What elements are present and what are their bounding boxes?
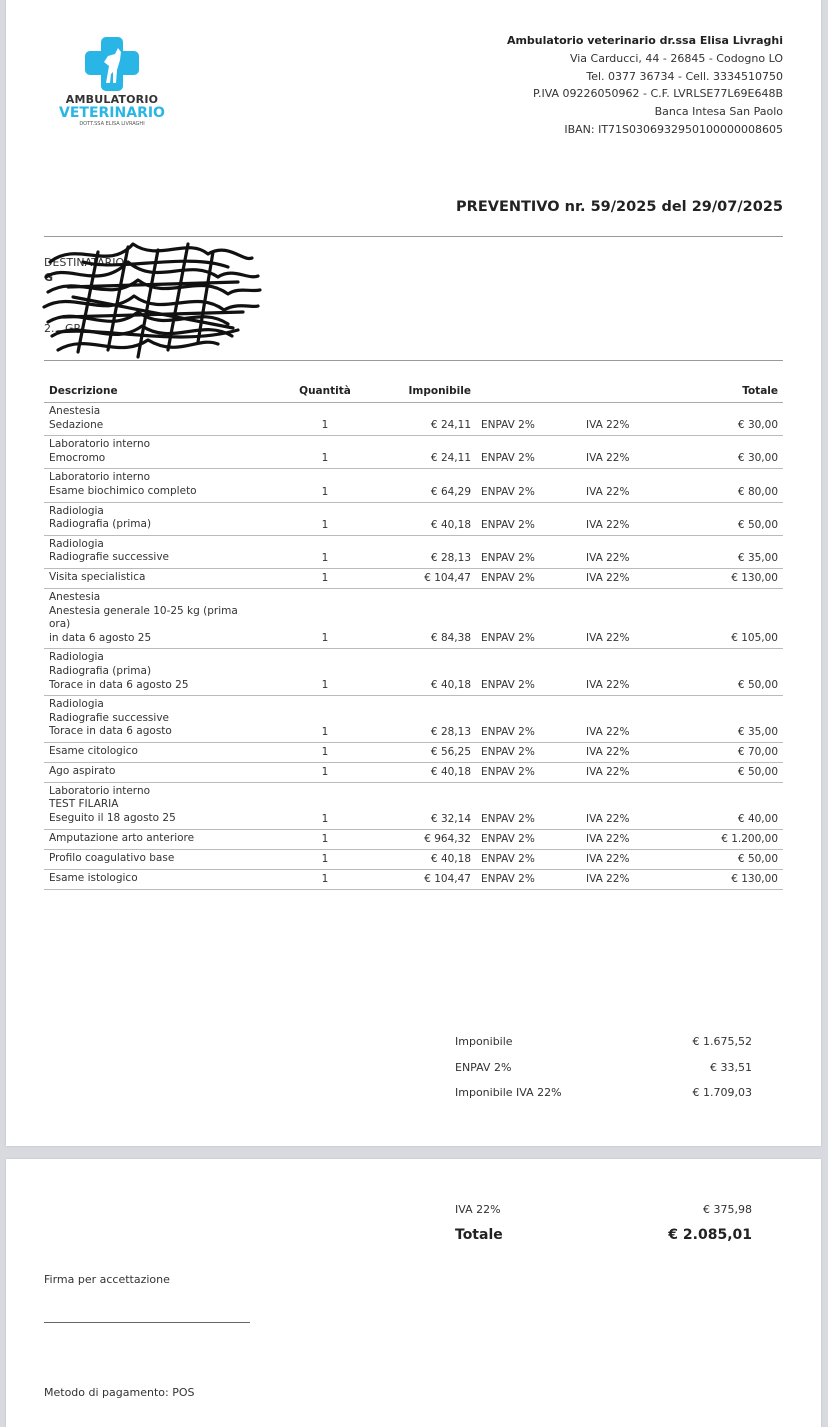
- cell-taxable: € 24,11: [367, 436, 476, 469]
- cell-enpav: ENPAV 2%: [476, 849, 581, 869]
- cell-total: € 50,00: [656, 849, 783, 869]
- cell-enpav: ENPAV 2%: [476, 742, 581, 762]
- description-line: Esame citologico: [49, 745, 138, 758]
- cell-quantity: 1: [283, 742, 367, 762]
- cell-iva: IVA 22%: [581, 849, 656, 869]
- summary-row-iva: [455, 1197, 752, 1223]
- table-row: [44, 403, 783, 436]
- cell-description: [44, 782, 283, 829]
- summary-value: € 1.709,03: [692, 1086, 752, 1099]
- cell-taxable: € 32,14: [367, 782, 476, 829]
- cell-total: € 30,00: [656, 436, 783, 469]
- cell-enpav: ENPAV 2%: [476, 782, 581, 829]
- description-line: Amputazione arto anteriore: [49, 832, 195, 845]
- description-line: Laboratorio interno: [49, 471, 151, 484]
- clinic-info: [507, 32, 783, 139]
- summary-row: [455, 1080, 752, 1106]
- cell-total: € 1.200,00: [656, 829, 783, 849]
- description-line: Esame istologico: [49, 872, 138, 885]
- cell-taxable: € 104,47: [367, 869, 476, 889]
- cell-description: [44, 469, 283, 502]
- description-line: Radiologia: [49, 698, 104, 711]
- cell-taxable: € 40,18: [367, 762, 476, 782]
- table-row: [44, 782, 783, 829]
- cell-taxable: € 40,18: [367, 502, 476, 535]
- signature-line[interactable]: [44, 1322, 250, 1323]
- description-line: Anestesia generale 10-25 kg (prima: [49, 604, 238, 617]
- cell-iva: IVA 22%: [581, 829, 656, 849]
- clinic-phone: Tel. 0377 36734 - Cell. 3334510750: [586, 69, 783, 83]
- cell-taxable: € 56,25: [367, 742, 476, 762]
- payment-method: Metodo di pagamento: POS: [44, 1386, 195, 1399]
- cell-taxable: € 28,13: [367, 535, 476, 568]
- header-enpav: [476, 381, 581, 403]
- cell-taxable: € 28,13: [367, 696, 476, 743]
- cell-iva: IVA 22%: [581, 869, 656, 889]
- cell-enpav: ENPAV 2%: [476, 829, 581, 849]
- description-line: Anestesia: [49, 405, 101, 417]
- summary-page-2: [455, 1197, 752, 1248]
- table-row: [44, 696, 783, 743]
- cell-enpav: ENPAV 2%: [476, 568, 581, 588]
- summary-label: Imponibile: [455, 1035, 513, 1048]
- description-line: Laboratorio interno: [49, 784, 151, 797]
- table-row: [44, 829, 783, 849]
- description-line: in data 6 agosto 25: [49, 631, 152, 644]
- cell-quantity: 1: [283, 535, 367, 568]
- document-page-2: [6, 1159, 821, 1427]
- cell-description: [44, 829, 283, 849]
- signature-label: Firma per accettazione: [44, 1273, 170, 1286]
- summary-iva-value: € 375,98: [703, 1203, 752, 1216]
- description-line: Radiografia (prima): [49, 518, 152, 531]
- cell-quantity: 1: [283, 588, 367, 648]
- recipient-line-5: 2... GR: [44, 322, 82, 335]
- cell-taxable: € 964,32: [367, 829, 476, 849]
- table-row: [44, 649, 783, 696]
- cell-enpav: ENPAV 2%: [476, 762, 581, 782]
- cell-iva: IVA 22%: [581, 649, 656, 696]
- summary-total-label: Totale: [455, 1226, 503, 1243]
- recipient-label: DESTINATARIO: [44, 256, 125, 269]
- cell-description: [44, 742, 283, 762]
- cell-quantity: 1: [283, 403, 367, 436]
- description-line: Ago aspirato: [49, 765, 116, 778]
- cell-total: € 50,00: [656, 649, 783, 696]
- recipient-name: G: [44, 270, 54, 284]
- cell-enpav: ENPAV 2%: [476, 696, 581, 743]
- clinic-name: Ambulatorio veterinario dr.ssa Elisa Livraghi: [506, 34, 783, 47]
- summary-row: [455, 1055, 752, 1081]
- cell-total: € 35,00: [656, 535, 783, 568]
- description-line: Radiologia: [49, 537, 104, 550]
- clinic-address: Via Carducci, 44 - 26845 - Codogno LO: [569, 51, 783, 65]
- table-row: [44, 849, 783, 869]
- description-line: Eseguito il 18 agosto 25: [49, 812, 176, 825]
- description-line: Torace in data 6 agosto: [49, 725, 172, 738]
- cell-enpav: ENPAV 2%: [476, 469, 581, 502]
- description-line: Radiografie successive: [49, 711, 169, 724]
- table-row: [44, 535, 783, 568]
- clinic-iban: IBAN: IT71S0306932950100000008605: [564, 122, 783, 136]
- cell-enpav: ENPAV 2%: [476, 869, 581, 889]
- cell-iva: IVA 22%: [581, 762, 656, 782]
- description-line: ora): [49, 618, 71, 631]
- table-row: [44, 469, 783, 502]
- redaction-scribble: [38, 232, 264, 364]
- description-line: Radiologia: [49, 504, 104, 517]
- description-line: Laboratorio interno: [49, 438, 151, 451]
- document-page-1: [6, 0, 821, 1146]
- clinic-logo: [56, 36, 168, 136]
- quote-title: PREVENTIVO nr. 59/2025 del 29/07/2025: [456, 199, 783, 215]
- cell-taxable: € 40,18: [367, 649, 476, 696]
- table-row: [44, 742, 783, 762]
- items-table: [44, 381, 783, 890]
- cell-description: [44, 869, 283, 889]
- description-line: Radiografia (prima): [49, 664, 152, 677]
- description-line: Visita specialistica: [49, 571, 146, 584]
- description-line: Radiografie successive: [49, 551, 169, 564]
- cell-total: € 40,00: [656, 782, 783, 829]
- header-total: Totale: [656, 381, 783, 403]
- cell-iva: IVA 22%: [581, 568, 656, 588]
- cell-taxable: € 64,29: [367, 469, 476, 502]
- table-row: [44, 568, 783, 588]
- cell-iva: IVA 22%: [581, 742, 656, 762]
- cell-taxable: € 40,18: [367, 849, 476, 869]
- cell-description: [44, 502, 283, 535]
- cell-iva: IVA 22%: [581, 469, 656, 502]
- cell-quantity: 1: [283, 782, 367, 829]
- description-line: Esame biochimico completo: [49, 484, 197, 497]
- description-line: TEST FILARIA: [49, 798, 119, 811]
- cell-total: € 50,00: [656, 762, 783, 782]
- header-iva: [581, 381, 656, 403]
- cell-description: [44, 535, 283, 568]
- veterinary-cross-icon: [82, 36, 142, 92]
- cell-quantity: 1: [283, 849, 367, 869]
- table-row: [44, 502, 783, 535]
- cell-iva: IVA 22%: [581, 403, 656, 436]
- cell-total: € 30,00: [656, 403, 783, 436]
- cell-total: € 80,00: [656, 469, 783, 502]
- summary-row-total: [455, 1223, 752, 1249]
- summary-total-value: € 2.085,01: [668, 1226, 752, 1243]
- cell-quantity: 1: [283, 869, 367, 889]
- cell-description: [44, 588, 283, 648]
- cell-description: [44, 696, 283, 743]
- summary-label: Imponibile IVA 22%: [455, 1086, 562, 1099]
- summary-value: € 1.675,52: [692, 1035, 752, 1048]
- table-row: [44, 436, 783, 469]
- cell-iva: IVA 22%: [581, 588, 656, 648]
- cell-description: [44, 762, 283, 782]
- description-line: Torace in data 6 agosto 25: [49, 678, 189, 691]
- table-header-row: [44, 381, 783, 403]
- summary-row: [455, 1029, 752, 1055]
- logo-text-line-1: AMBULATORIO: [65, 93, 159, 106]
- description-line: Radiologia: [49, 651, 104, 664]
- cell-enpav: ENPAV 2%: [476, 436, 581, 469]
- cell-description: [44, 436, 283, 469]
- cell-iva: IVA 22%: [581, 535, 656, 568]
- logo-text-line-2: VETERINARIO: [59, 105, 165, 121]
- logo-text-line-3: DOTT.SSA ELISA LIVRAGHI: [79, 121, 145, 127]
- table-row: [44, 588, 783, 648]
- cell-quantity: 1: [283, 568, 367, 588]
- items-table-body: [44, 403, 783, 890]
- description-line: Profilo coagulativo base: [49, 852, 175, 865]
- table-row: [44, 869, 783, 889]
- description-line: Anestesia: [49, 590, 101, 603]
- summary-value: € 33,51: [710, 1060, 752, 1074]
- cell-description: [44, 849, 283, 869]
- cell-quantity: 1: [283, 502, 367, 535]
- cell-description: [44, 568, 283, 588]
- cell-quantity: 1: [283, 649, 367, 696]
- description-line: Emocromo: [49, 451, 106, 464]
- clinic-tax-id: P.IVA 09226050962 - C.F. LVRLSE77L69E648B: [533, 87, 783, 101]
- cell-iva: IVA 22%: [581, 782, 656, 829]
- cell-enpav: ENPAV 2%: [476, 649, 581, 696]
- description-line: Sedazione: [49, 418, 104, 431]
- cell-total: € 50,00: [656, 502, 783, 535]
- cell-total: € 130,00: [656, 568, 783, 588]
- cell-taxable: € 84,38: [367, 588, 476, 648]
- cell-quantity: 1: [283, 829, 367, 849]
- header-description: Descrizione: [44, 381, 283, 403]
- summary-label: ENPAV 2%: [455, 1060, 512, 1074]
- table-row: [44, 762, 783, 782]
- divider-bottom: [44, 360, 783, 361]
- cell-taxable: € 104,47: [367, 568, 476, 588]
- cell-enpav: ENPAV 2%: [476, 535, 581, 568]
- cell-quantity: 1: [283, 436, 367, 469]
- cell-quantity: 1: [283, 696, 367, 743]
- cell-total: € 35,00: [656, 696, 783, 743]
- cell-total: € 105,00: [656, 588, 783, 648]
- cell-iva: IVA 22%: [581, 436, 656, 469]
- cell-iva: IVA 22%: [581, 502, 656, 535]
- cell-enpav: ENPAV 2%: [476, 588, 581, 648]
- cell-enpav: ENPAV 2%: [476, 403, 581, 436]
- cell-enpav: ENPAV 2%: [476, 502, 581, 535]
- summary-page-1: [455, 1029, 752, 1106]
- header-quantity: Quantità: [283, 381, 367, 403]
- cell-total: € 130,00: [656, 869, 783, 889]
- cell-quantity: 1: [283, 469, 367, 502]
- clinic-bank: Banca Intesa San Paolo: [654, 105, 783, 119]
- cell-iva: IVA 22%: [581, 696, 656, 743]
- header-taxable: Imponibile: [367, 381, 476, 403]
- cell-description: [44, 403, 283, 436]
- cell-taxable: € 24,11: [367, 403, 476, 436]
- summary-iva-label: IVA 22%: [455, 1203, 501, 1216]
- cell-quantity: 1: [283, 762, 367, 782]
- cell-total: € 70,00: [656, 742, 783, 762]
- cell-description: [44, 649, 283, 696]
